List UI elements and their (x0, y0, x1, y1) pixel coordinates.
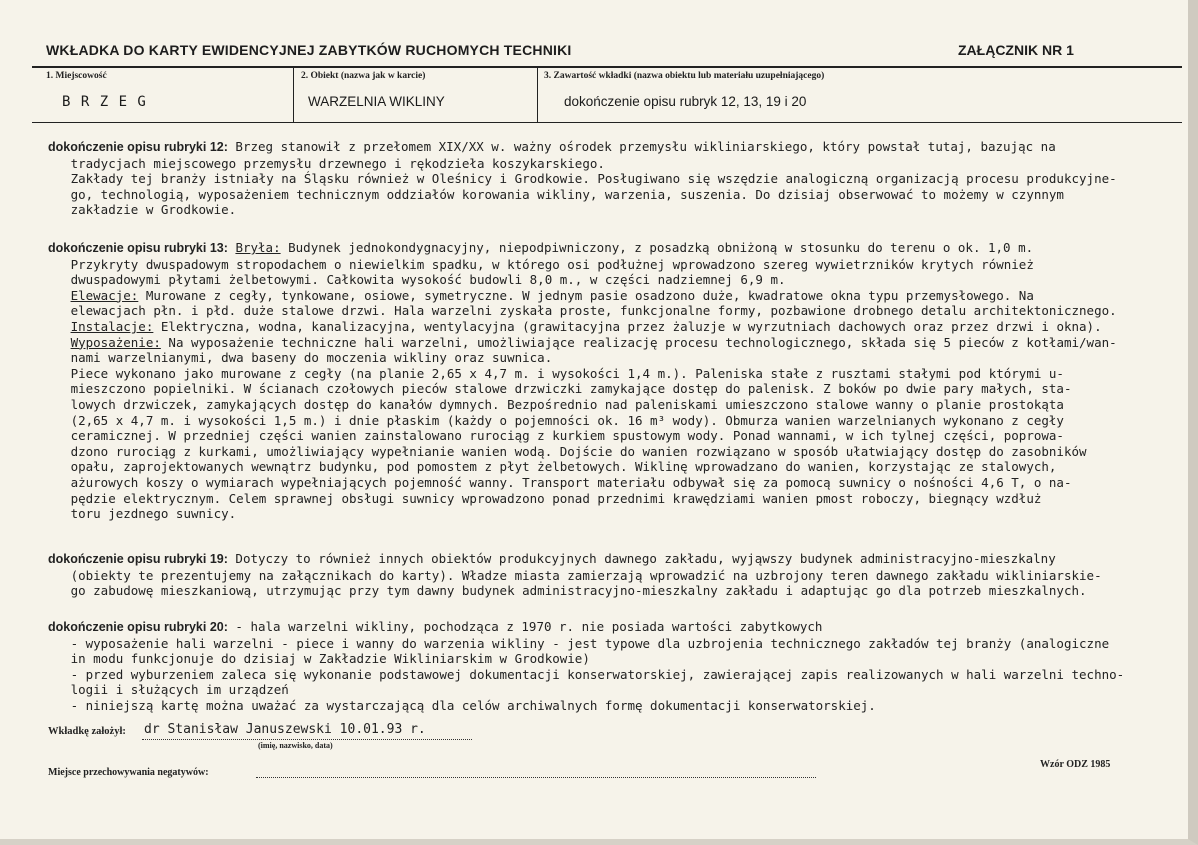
field2-value: WARZELNIA WIKLINY (308, 94, 445, 109)
header-top-rule (32, 66, 1182, 68)
s19-line: Dotyczy to również innych obiektów produkcyjnych dawnego zakładu, wyjąwszy budynek administracyjno-mieszkalny (227, 551, 1056, 566)
form-model: Wzór ODZ 1985 (1040, 759, 1111, 770)
s13-line: Murowane z cegły, tynkowane, osiowe, symetryczne. W jednym pasie osadzono duże, kwadratowe okna typu przemysłowego. Na (138, 287, 1034, 303)
section-20 (48, 619, 1124, 714)
field2-label: 2. Obiekt (nazwa jak w karcie) (301, 71, 426, 81)
s13-line: opału, zaprojektowanych wewnątrz budynku, pod pomostem z płyt żelbetowych. Wiklinę wprowadzano do wanien, korzystając ze stalowych, (48, 459, 1057, 475)
s13-line: dzono rurociąg z kurkami, umożliwiający wypełnianie wanien wodą. Dojście do wanien rozwiązano w sposób ułatwiający dostęp do zasobników (48, 443, 1087, 459)
s13-line: lowych drzwiczek, zamykających dostęp do kanałów dymnych. Bezpośrednio nad paleniskami umieszczono stalowe wanny o planie prostokąta (48, 396, 1064, 412)
section-19 (48, 551, 1102, 599)
instalacje-label: Instalacje: (70, 318, 154, 334)
field3-value: dokończenie opisu rubryk 12, 13, 19 i 20 (564, 94, 807, 109)
section-13 (48, 240, 1117, 553)
annex-number: ZAŁĄCZNIK NR 1 (958, 42, 1074, 58)
field1-value: B R Z E G (62, 94, 147, 110)
header-divider-2 (537, 67, 538, 122)
s13-line: Piece wykonano jako murowane z cegły (na planie 2,65 x 4,7 m. i wysokości 1,4 m.). Paleniska stałe z rusztami stałymi pod którymi u- (48, 365, 1064, 381)
s13-line: nami warzelnianymi, dwa baseny do moczenia wikliny oraz suwnica. (48, 350, 553, 366)
field3-label: 3. Zawartość wkładki (nazwa obiektu lub materiału uzupełniającego) (544, 71, 825, 81)
s12-line: tradycjach miejscowego przemysłu drzewnego i rękodzieła koszykarskiego. (48, 155, 605, 171)
s20-line: - hala warzelni wikliny, pochodząca z 1970 r. nie posiada wartości zabytkowych (227, 619, 823, 634)
field1-label: 1. Miejscowość (46, 71, 107, 81)
section-12 (48, 139, 1117, 218)
s13-line: elewacjach płn. i płd. duże stalowe drzwi. Hala warzelni zyskała proste, funkcjonalne formy, pozbawione drobnego detalu architektonicznego. (48, 303, 1117, 319)
s13-line: dwuspadowymi płytami żelbetowymi. Całkowita wysokość budowli 8,0 m., w części nadziemnej 6,9 m. (48, 272, 786, 288)
wyposazenie-label: Wyposażenie: (70, 334, 161, 350)
s13-line: pędzie elektrycznym. Celem sprawnej obsługi suwnicy wprowadzono ponad przednimi krawędziami wanien pmost roboczy, biegnący wzdłuż (48, 490, 1042, 506)
header-bottom-rule (32, 122, 1182, 123)
s20-line: - niniejszą kartę można uważać za wystarczającą dla celów archiwalnych formę dokumentacji konserwatorskiej. (48, 697, 876, 713)
author-label: Wkładkę założył: (48, 726, 126, 737)
author-hint: (imię, nazwisko, data) (258, 741, 333, 750)
s13-line: Przykryty dwuspadowym stropodachem o niewielkim spadku, w którego osi podłużnej wprowadzono szereg wywietrzników krytych również (48, 256, 1034, 272)
s13-line: Elektryczna, wodna, kanalizacyjna, wentylacyjna (grawitacyjna przez żaluzje w wyrzutniach dachowych oraz przez drzwi i okna). (153, 318, 1102, 334)
s20-line: - wyposażenie hali warzelni - piece i wanny do warzenia wikliny - jest typowe dla uzbrojenia technicznego zakładów tej branży (analogiczne (48, 635, 1110, 651)
author-value: dr Stanisław Januszewski 10.01.93 r. (144, 722, 426, 737)
s12-line: Zakłady tej branży istniały na Śląsku również w Oleśnicy i Grodkowie. Posługiwano się wszędzie analogiczną organizacją procesu produkcyjne- (48, 171, 1117, 187)
s20-line: in modu funkcjonuje do dzisiaj w Zakładzie Wikliniarskim w Grodkowie) (48, 651, 590, 667)
s12-line: go, technologią, wyposażeniem technicznym oddziałów korowania wikliny, warzenia, suszenia. Do dzisiaj obserwować to możemy w czynnym (48, 186, 1064, 202)
s20-line: - przed wyburzeniem zaleca się wykonanie podstawowej dokumentacji konserwatorskiej, zawierającej zapis realizowanych w hali warzelni techno- (48, 666, 1125, 682)
s13-line: Na wyposażenie techniczne hali warzelni, umożliwiające realizację procesu technologicznego, składa się 5 pieców z kotłami/wan- (160, 334, 1117, 350)
s12-line: zakładzie w Grodkowie. (48, 202, 237, 218)
header-divider-1 (293, 67, 294, 122)
s19-line: (obiekty te prezentujemy na załącznikach do karty). Władze miasta zamierzają wprowadzić na uzbrojony teren dawnego zakładu wikliniarskie- (48, 567, 1102, 583)
s13-line: (2,65 x 4,7 m. i wysokości 1,5 m.) i dnie płaskim (każdy o pojemności ok. 16 m³ wody). Obmurza wanien warzelnianych wykonano z cegły (48, 412, 1064, 428)
negatives-label: Miejsce przechowywania negatywów: (48, 767, 209, 778)
bryla-label: Bryła: (235, 240, 281, 255)
s12-line: Brzeg stanowił z przełomem XIX/XX w. ważny ośrodek przemysłu wikliniarskiego, który powstał tutaj, bazując na (227, 139, 1056, 154)
section-13-heading: dokończenie opisu rubryki 13: (48, 241, 228, 255)
s20-line: logii i służących im urządzeń (48, 682, 289, 698)
section-12-heading: dokończenie opisu rubryki 12: (48, 140, 228, 154)
section-20-heading: dokończenie opisu rubryki 20: (48, 620, 228, 634)
s13-line: ażurowych koszy o wymiarach wypełniających pojemność wanny. Transport materiału odbywał się za pomocą suwnicy o nośności 4,6 T, o na- (48, 474, 1072, 490)
elewacje-label: Elewacje: (70, 287, 139, 303)
section-19-heading: dokończenie opisu rubryki 19: (48, 552, 228, 566)
s19-line: go zabudowę mieszkaniową, utrzymując przy tym dawny budynek administracyjno-mieszkalny zakładu i adaptując go dla potrzeb mieszkalnych. (48, 583, 1087, 599)
negatives-dotted-line (256, 777, 816, 778)
form-title: WKŁADKA DO KARTY EWIDENCYJNEJ ZABYTKÓW RUCHOMYCH TECHNIKI (46, 42, 572, 58)
s13-line: toru jezdnego suwnicy. (48, 506, 237, 522)
author-dotted-line (142, 739, 472, 740)
s13-line: Budynek jednokondygnacyjny, niepodpiwniczony, z posadzką obniżoną w stosunku do terenu o ok. 1,0 m. (280, 240, 1034, 255)
s13-line: mieszczono popielniki. W ścianach czołowych pieców stalowe drzwiczki zamykające dostęp do palenisk. Z boków po dwie pary małych, sta- (48, 381, 1072, 397)
s13-line: ceramicznej. W przedniej części wanien zainstalowano rurociąg z kurkiem spustowym wody. Ponad wannami, w ich tylnej części, poprowa- (48, 428, 1064, 444)
